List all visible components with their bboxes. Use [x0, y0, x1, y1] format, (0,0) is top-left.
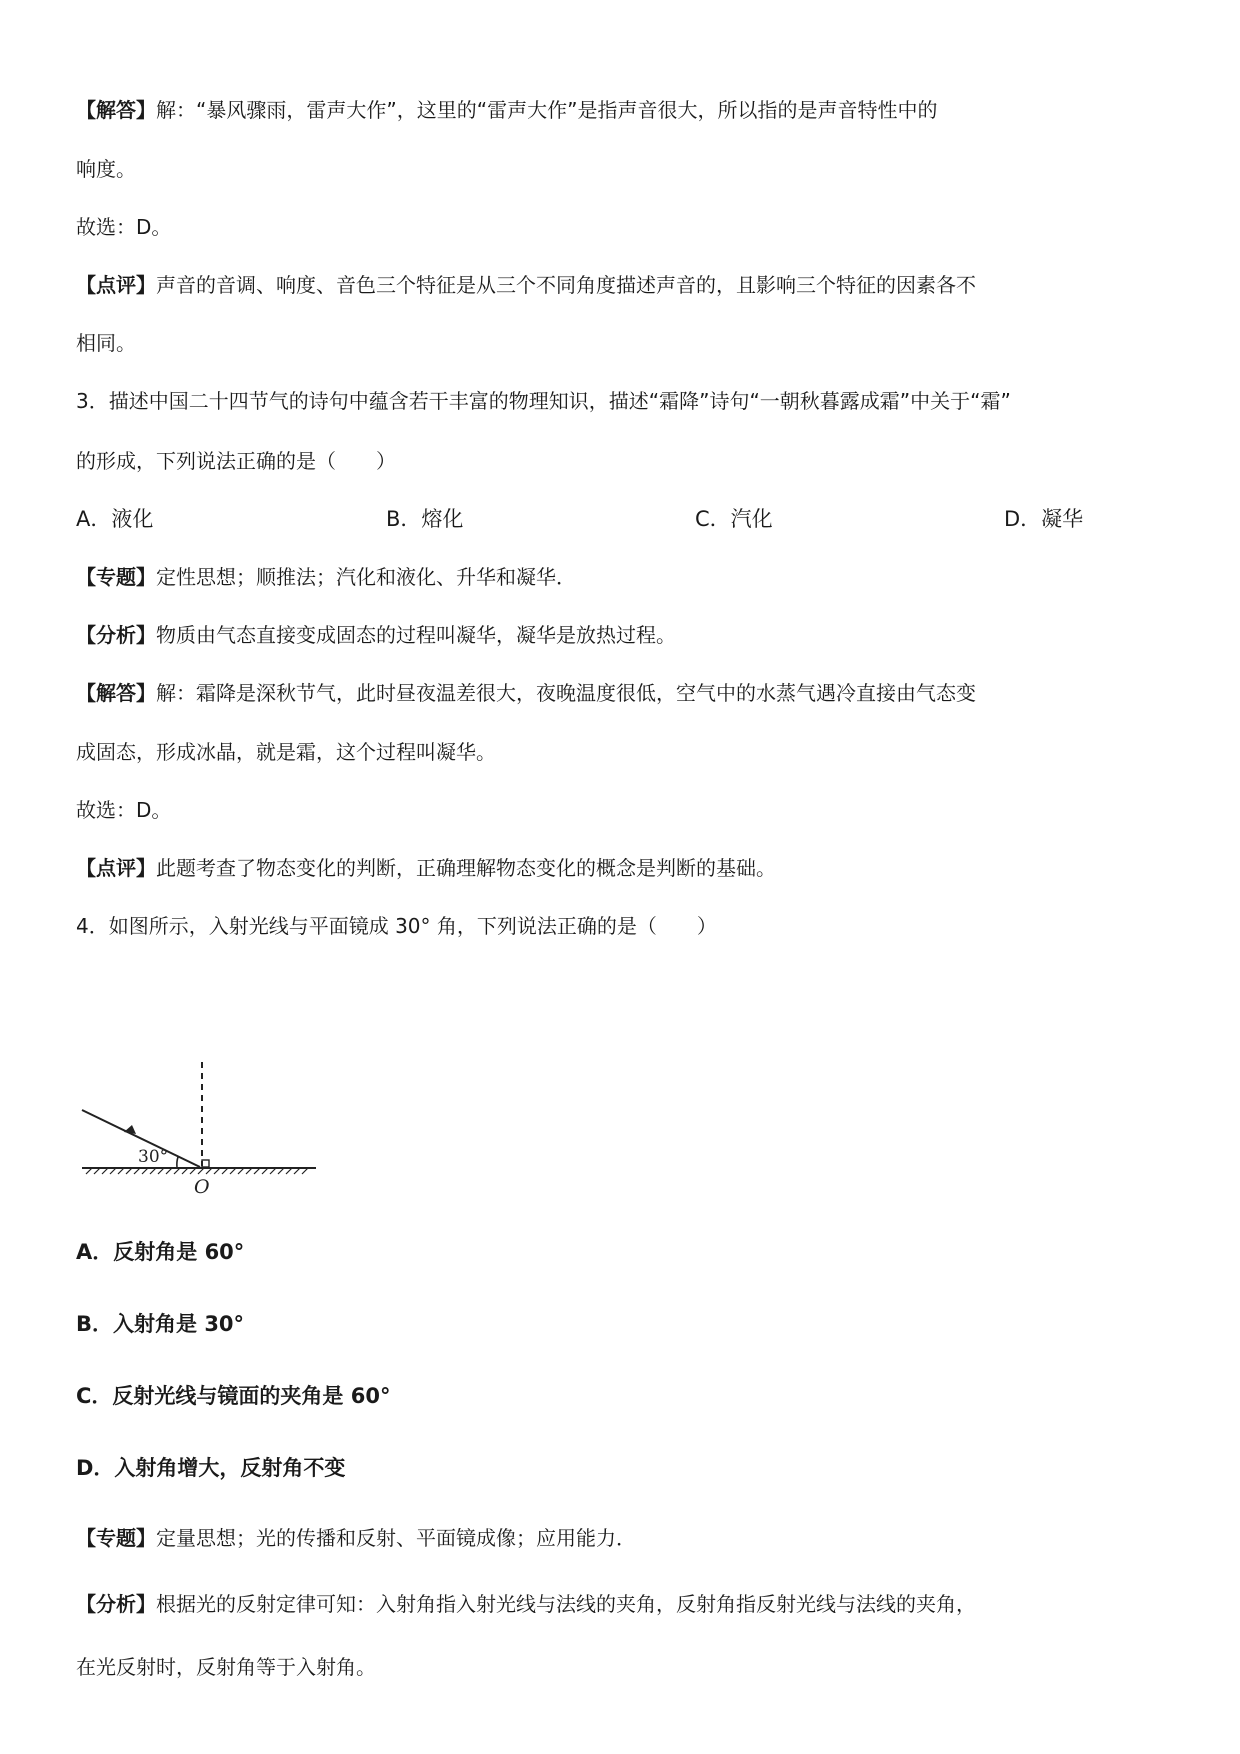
q3-answer-line1 [76, 678, 976, 708]
q3-analysis [76, 620, 676, 650]
q3-topic [76, 562, 576, 592]
comment-text: 声音的音调、响度、音色三个特征是从三个不同角度描述声音的，且影响三个特征的因素各不 [156, 273, 976, 297]
analysis-tag: 【分析】 [76, 1592, 156, 1616]
q2-comment-line1 [76, 270, 976, 300]
angle-arc [177, 1157, 178, 1167]
q4-analysis-line2: 在光反射时，反射角等于入射角。 [76, 1655, 376, 1679]
q3-answer-line2: 成固态，形成冰晶，就是霜，这个过程叫凝华。 [76, 740, 496, 764]
point-label: O [194, 1176, 210, 1198]
answer-text: 解：“暴风骤雨，雷声大作”，这里的“雷声大作”是指声音很大，所以指的是声音特性中的 [156, 98, 938, 122]
q4-topic [76, 1523, 636, 1553]
q3-stem-line2: 的形成，下列说法正确的是（ ） [76, 449, 396, 473]
angle-label: 30° [138, 1147, 169, 1167]
comment-text: 此题考查了物态变化的判断，正确理解物态变化的概念是判断的基础。 [156, 856, 776, 880]
q2-comment-line2: 相同。 [76, 331, 136, 355]
analysis-text: 物质由气态直接变成固态的过程叫凝华，凝华是放热过程。 [156, 623, 676, 647]
topic-text: 定量思想；光的传播和反射、平面镜成像；应用能力． [156, 1526, 636, 1550]
comment-tag: 【点评】 [76, 273, 156, 297]
comment-tag: 【点评】 [76, 856, 156, 880]
answer-tag: 【解答】 [76, 98, 156, 122]
q4-option-c: C．反射光线与镜面的夹角是 60° [76, 1384, 391, 1408]
q3-stem-line1: 3．描述中国二十四节气的诗句中蕴含若干丰富的物理知识，描述“霜降”诗句“一朝秋暮露成霜”中关于“霜” [76, 389, 1011, 413]
q2-answer-line1 [76, 95, 937, 125]
arrow-icon [124, 1125, 136, 1134]
answer-tag: 【解答】 [76, 681, 156, 705]
q2-choice: 故选：D。 [76, 215, 172, 239]
right-angle-marker [202, 1160, 209, 1167]
reflection-diagram-svg [76, 1062, 336, 1212]
reflection-diagram [76, 1062, 336, 1212]
topic-text: 定性思想；顺推法；汽化和液化、升华和凝华． [156, 565, 576, 589]
q4-analysis-line1 [76, 1589, 976, 1619]
q4-stem: 4．如图所示，入射光线与平面镜成 30° 角，下列说法正确的是（ ） [76, 914, 717, 938]
q3-option-a: A．液化 [76, 507, 154, 531]
q4-option-d: D．入射角增大，反射角不变 [76, 1456, 346, 1480]
q4-option-b: B．入射角是 30° [76, 1312, 245, 1336]
topic-tag: 【专题】 [76, 565, 156, 589]
q3-option-c: C．汽化 [695, 507, 773, 531]
q3-comment [76, 853, 776, 883]
q3-option-d: D．凝华 [1004, 507, 1084, 531]
q3-option-b: B．熔化 [386, 507, 464, 531]
q4-option-a: A．反射角是 60° [76, 1240, 245, 1264]
q3-choice: 故选：D。 [76, 798, 172, 822]
topic-tag: 【专题】 [76, 1526, 156, 1550]
answer-text: 解：霜降是深秋节气，此时昼夜温差很大，夜晚温度很低，空气中的水蒸气遇冷直接由气态变 [156, 681, 976, 705]
analysis-text: 根据光的反射定律可知：入射角指入射光线与法线的夹角，反射角指反射光线与法线的夹角， [156, 1592, 976, 1616]
q2-answer-line2: 响度。 [76, 157, 136, 181]
analysis-tag: 【分析】 [76, 623, 156, 647]
